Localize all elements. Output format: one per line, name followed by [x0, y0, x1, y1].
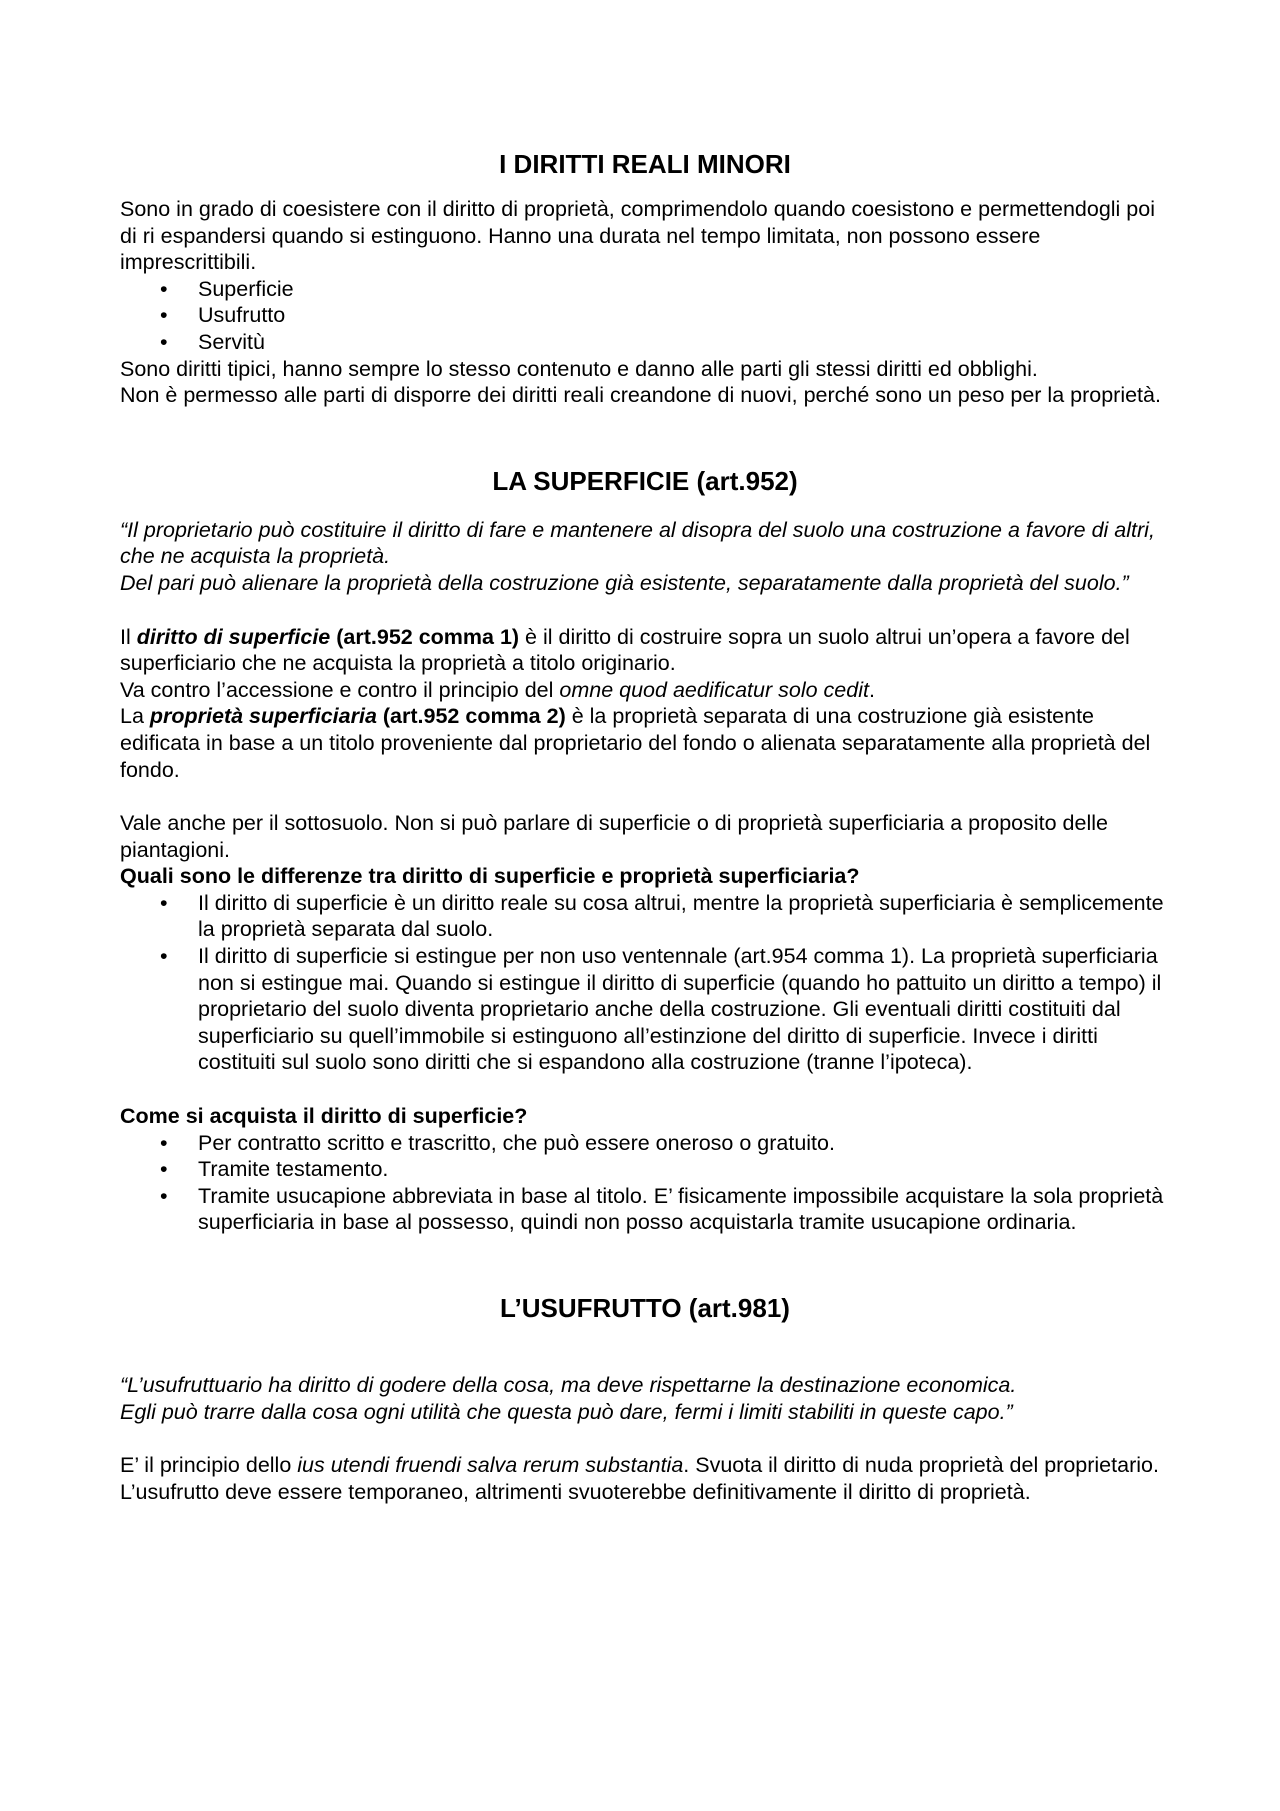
section-heading-usufrutto: L’USUFRUTTO (art.981) — [500, 1293, 790, 1323]
list-item: • Il diritto di superficie è un diritto reale su cosa altrui, mentre la proprietà superficiaria è semplicemente la proprietà separata dal suolo. — [160, 890, 1164, 942]
quote-paragraph: “L’usufruttuario ha diritto di godere della cosa, ma deve rispettarne la destinazione economica. — [120, 1373, 1017, 1397]
question-heading: Come si acquista il diritto di superficie? — [120, 1104, 528, 1129]
page-title: I DIRITTI REALI MINORI — [499, 149, 791, 179]
bullet-icon: • — [160, 276, 168, 301]
bullet-icon: • — [160, 1130, 168, 1155]
bullet-icon: • — [160, 1157, 168, 1182]
paragraph: L’usufrutto deve essere temporaneo, altrimenti svuoterebbe definitivamente il diritto di proprietà. — [120, 1479, 1031, 1504]
bullet-icon: • — [160, 303, 168, 328]
bullet-icon: • — [160, 329, 168, 354]
list-item: • Per contratto scritto e trascritto, che può essere oneroso o gratuito. — [160, 1130, 835, 1155]
list-item: • Servitù — [160, 329, 265, 354]
list-item: • Tramite usucapione abbreviata in base al titolo. E’ fisicamente impossibile acquistare la sola proprietà superficiaria in base al possesso, quindi non posso acquistarla tramite usucapione ordinaria. — [160, 1183, 1164, 1235]
list-item: • Usufrutto — [160, 303, 286, 328]
differences-list — [120, 890, 1170, 1076]
list-item: • Superficie — [160, 276, 294, 301]
list-item: • Il diritto di superficie si estingue per non uso ventennale (art.954 comma 1). La proprietà superficiaria non si estingue mai. Quando si estingue il diritto di superficie (quando ho pattuito un diritto a tempo) il proprietario del suolo diventa proprietario anche della costruzione. Gli eventuali diritti costituiti dal superficiario su quell’immobile si estinguono all’estinzione del diritto di superficie. Invece i diritti costituiti sul suolo sono diritti che si espandono alla costruzione (tranne l’ipoteca). — [160, 944, 1162, 1075]
question-heading: Quali sono le differenze tra diritto di superficie e proprietà superficiaria? — [120, 864, 860, 889]
bullet-icon: • — [160, 1183, 168, 1208]
quote-paragraph: “Il proprietario può costituire il diritto di fare e mantenere al disopra del suolo una costruzione a favore di altri, che ne acquista la proprietà. — [120, 517, 1155, 569]
paragraph: E’ il principio dello ius utendi fruendi salva rerum substantia. Svuota il diritto di nuda proprietà del proprietario. — [120, 1453, 1159, 1478]
intro-after-paragraph: Non è permesso alle parti di disporre dei diritti reali creandone di nuovi, perché sono un peso per la proprietà. — [120, 383, 1161, 408]
definition-paragraph: La proprietà superficiaria (art.952 comma 2) è la proprietà separata di una costruzione già esistente edificata in base a un titolo proveniente dal proprietario del fondo o alienata separatamente alla proprietà del fondo. — [120, 704, 1151, 782]
intro-list — [120, 276, 1170, 356]
intro-after-paragraph: Sono diritti tipici, hanno sempre lo stesso contenuto e danno alle parti gli stessi diritti ed obblighi. — [120, 356, 1038, 381]
bullet-icon: • — [160, 890, 168, 915]
acquisition-list — [120, 1130, 1170, 1236]
paragraph: Va contro l’accessione e contro il principio del omne quod aedificatur solo cedit. — [120, 677, 875, 702]
intro-paragraph: Sono in grado di coesistere con il diritto di proprietà, comprimendolo quando coesistono e permettendogli poi di ri espandersi quando si estinguono. Hanno una durata nel tempo limitata, non possono essere imprescrittibili. — [120, 197, 1156, 275]
paragraph: Vale anche per il sottosuolo. Non si può parlare di superficie o di proprietà superficiaria a proposito delle piantagioni. — [120, 811, 1108, 862]
document-page — [120, 148, 1170, 1505]
list-item: • Tramite testamento. — [160, 1157, 389, 1182]
definition-paragraph: Il diritto di superficie (art.952 comma 1) è il diritto di costruire sopra un suolo altrui un’opera a favore del superficiario che ne acquista la proprietà a titolo originario. — [120, 624, 1130, 676]
bullet-icon: • — [160, 944, 168, 969]
quote-paragraph: Egli può trarre dalla cosa ogni utilità che questa può dare, fermi i limiti stabiliti in queste capo.” — [120, 1399, 1013, 1424]
quote-paragraph: Del pari può alienare la proprietà della costruzione già esistente, separatamente dalla proprietà del suolo.” — [120, 570, 1129, 595]
section-heading-superficie: LA SUPERFICIE (art.952) — [492, 465, 798, 496]
